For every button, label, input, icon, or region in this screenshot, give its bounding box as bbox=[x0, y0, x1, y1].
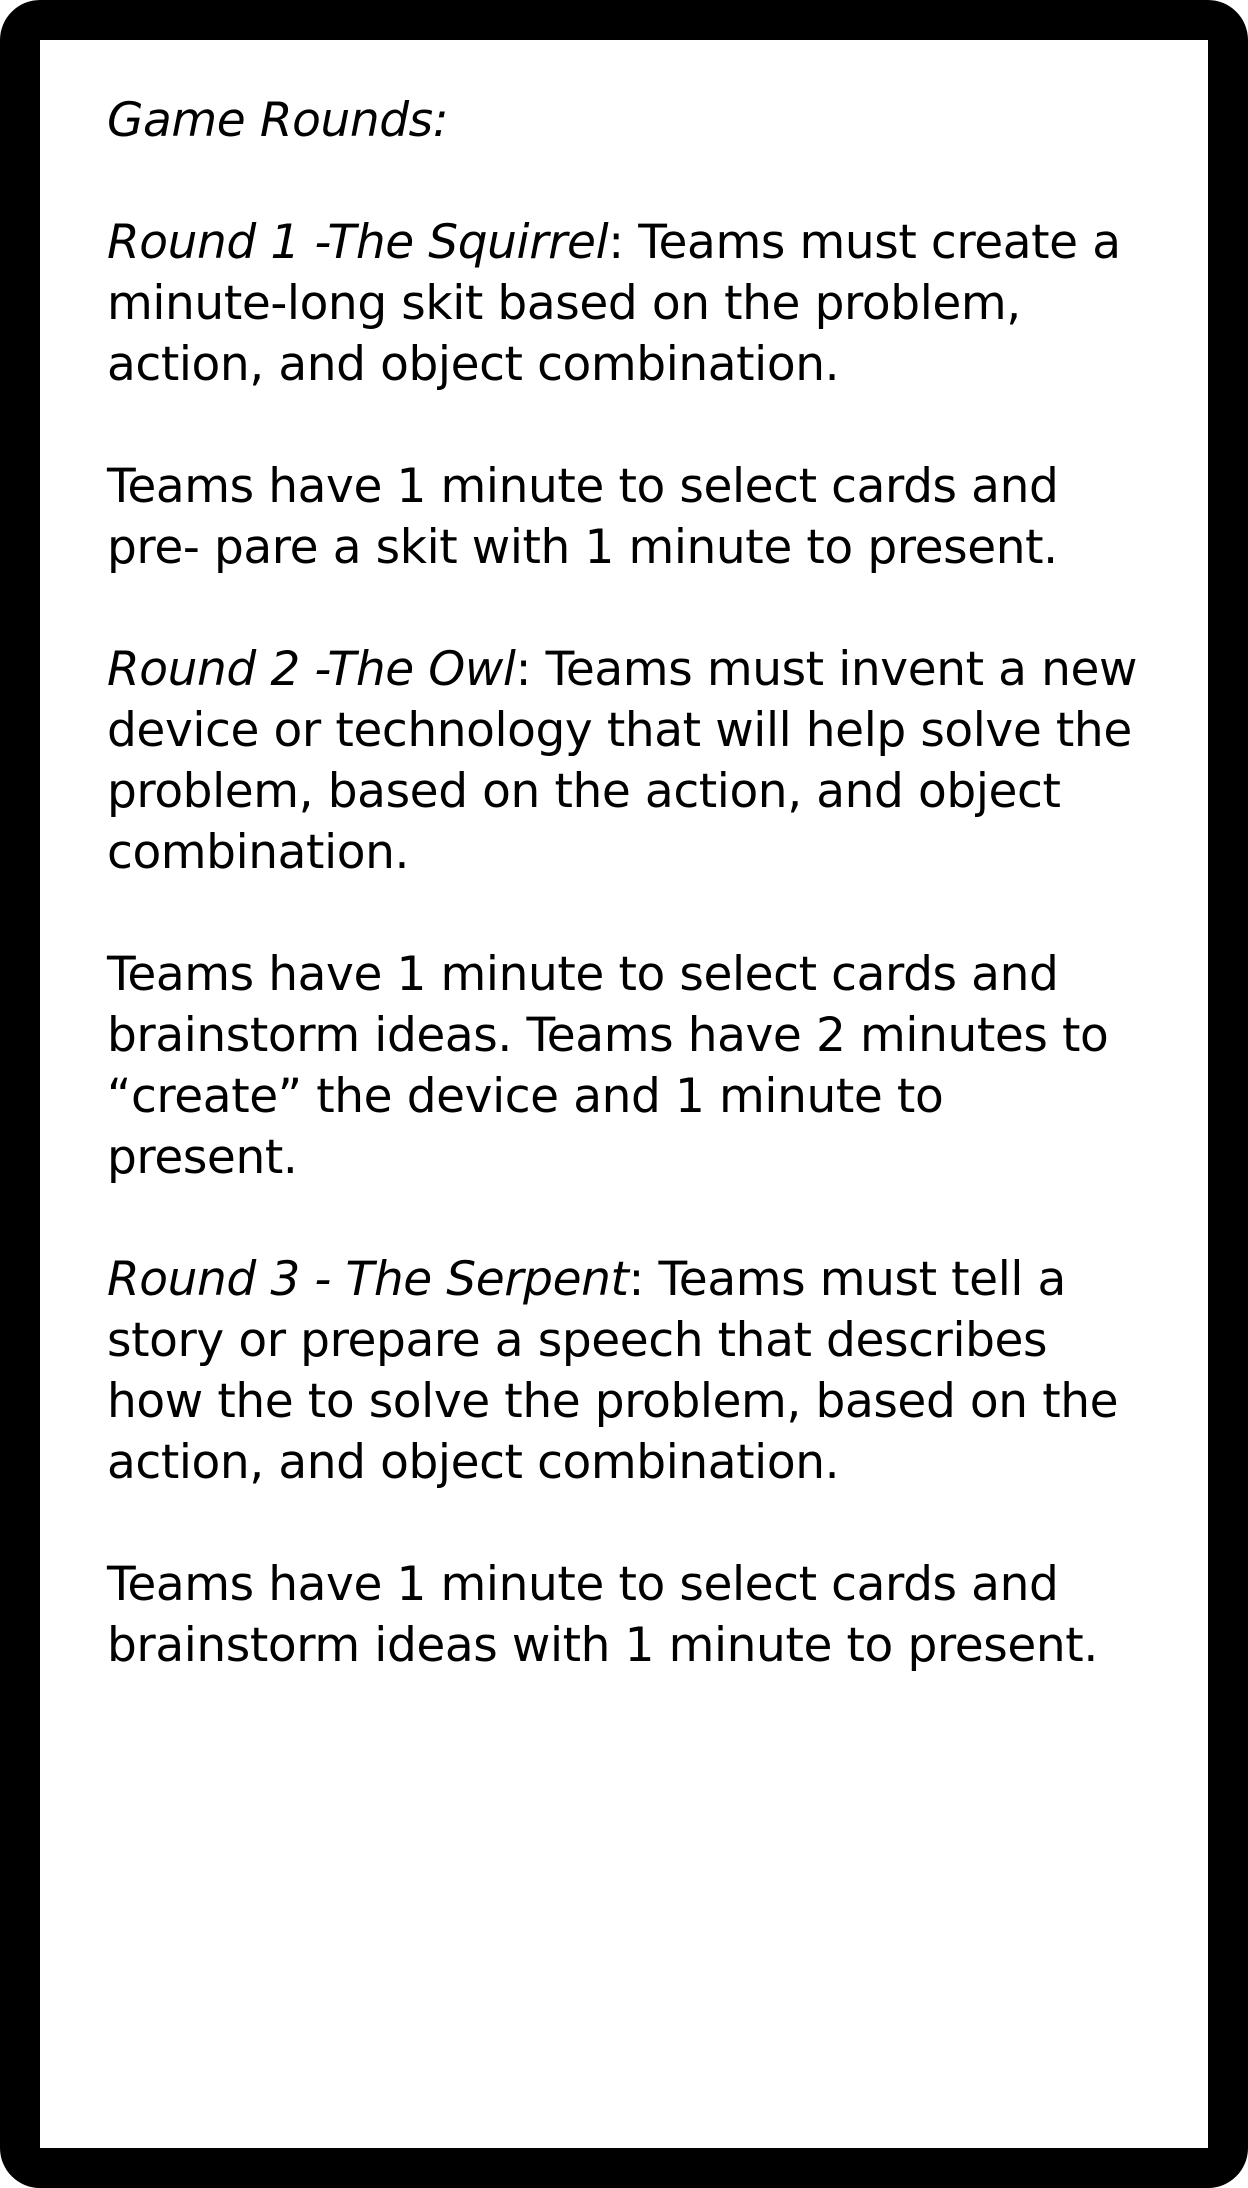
round-1-title: Round 1 -The Squirrel bbox=[107, 215, 609, 270]
round-2-title: Round 2 -The Owl bbox=[107, 642, 516, 697]
round-3-timing: Teams have 1 minute to select cards and brainstorm ideas with 1 minute to present. bbox=[107, 1557, 1098, 1673]
round-3-text: : Teams must tell a story or prepare a speech that describes how the to solve the problem, based on the action, and object combination. bbox=[107, 1252, 1119, 1490]
page-title: Game Rounds: bbox=[107, 93, 449, 148]
round-2-description bbox=[107, 639, 1148, 883]
round-3-description bbox=[107, 1249, 1148, 1493]
round-1-text: : Teams must create a minute-long skit based on the problem, action, and object combination. bbox=[107, 215, 1121, 392]
round-1-timing: Teams have 1 minute to select cards and pre- pare a skit with 1 minute to present. bbox=[107, 459, 1059, 575]
round-1-description bbox=[107, 212, 1148, 395]
round-2-timing: Teams have 1 minute to select cards and brainstorm ideas. Teams have 2 minutes to “create” the device and 1 minute to present. bbox=[107, 947, 1109, 1185]
round-2-text: : Teams must invent a new device or technology that will help solve the problem, based on the action, and object combination. bbox=[107, 642, 1138, 880]
round-3-title: Round 3 - The Serpent bbox=[107, 1252, 629, 1307]
card-body bbox=[40, 40, 1208, 2148]
